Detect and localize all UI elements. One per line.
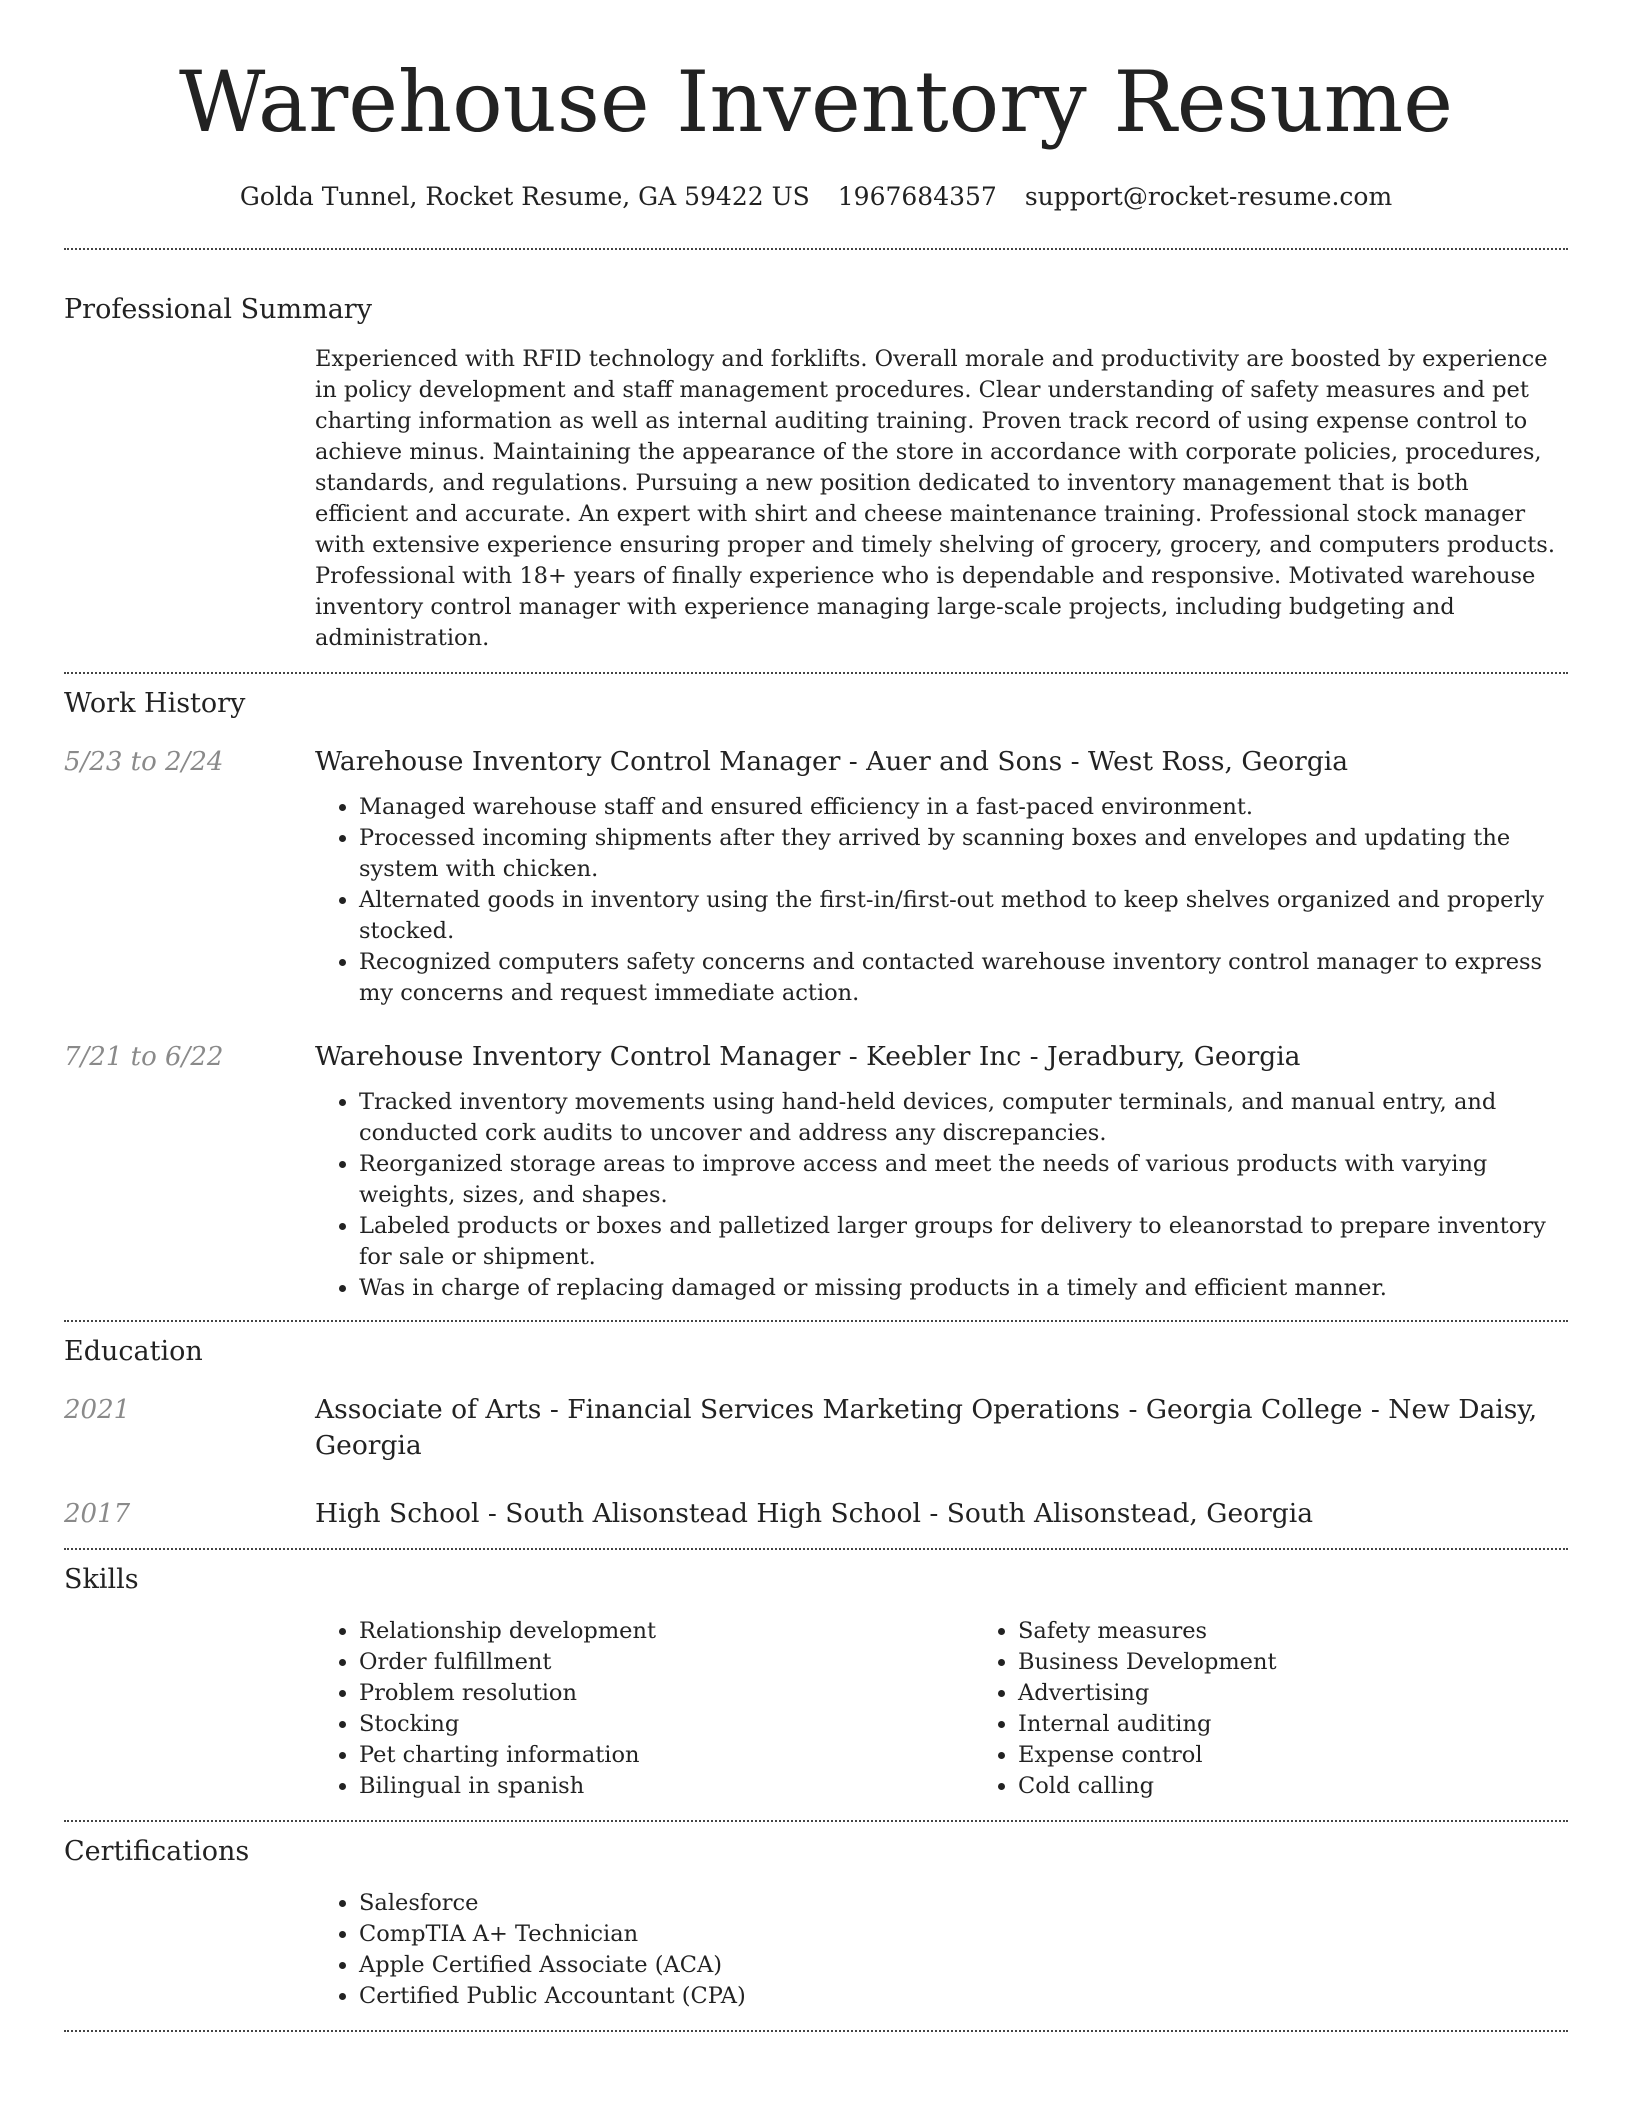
certifications-section [64,1822,1568,2012]
list-item: • CompTIA A+ Technician [359,1919,1568,1950]
list-item: • Tracked inventory movements using hand-held devices, computer terminals, and manual entry, and conducted cork audits to uncover and address any discrepancies. [359,1087,1568,1149]
list-item: • Labeled products or boxes and palletized larger groups for delivery to eleanorstad to prepare inventory for sale or shipment. [359,1211,1568,1273]
list-item: • Stocking [359,1709,974,1740]
job-dates: 7/21 to 6/22 [64,1042,224,1072]
job-entry [64,744,1568,1009]
contact-address: Golda Tunnel, Rocket Resume, GA 59422 US [239,182,810,211]
job-bullets [315,1087,1568,1304]
education-text: Associate of Arts - Financial Services Marketing Operations - Georgia College - New Daisy, Georgia [315,1394,1538,1461]
education-year: 2017 [64,1499,131,1529]
list-item: • Relationship development [359,1616,974,1647]
education-entry [64,1392,1568,1464]
list-item: • Cold calling [1018,1771,1632,1802]
education-heading: Education [64,1336,203,1367]
list-item: • Certified Public Accountant (CPA) [359,1981,1568,2012]
skills-section [64,1550,1568,1802]
certifications-heading: Certifications [64,1836,250,1867]
skills-list-right [974,1616,1632,1802]
certifications-spacer [64,1888,315,2012]
resume-title: Warehouse Inventory Resume [179,53,1453,151]
job-title: Warehouse Inventory Control Manager - Keebler Inc - Jeradbury, Georgia [315,1041,1301,1072]
list-item: • Bilingual in spanish [359,1771,974,1802]
list-item: • Managed warehouse staff and ensured efficiency in a fast-paced environment. [359,792,1568,823]
job-title: Warehouse Inventory Control Manager - Auer and Sons - West Ross, Georgia [315,746,1349,777]
skills-heading: Skills [64,1564,139,1595]
list-item: • Business Development [1018,1647,1632,1678]
work-history-section [64,674,1568,1304]
list-item: • Alternated goods in inventory using the first-in/first-out method to keep shelves organized and properly stocked. [359,885,1568,947]
summary-section [64,250,1568,654]
skills-list-left [315,1616,974,1802]
divider [64,2030,1568,2032]
list-item: • Apple Certified Associate (ACA) [359,1950,1568,1981]
list-item: • Advertising [1018,1678,1632,1709]
education-section [64,1322,1568,1532]
list-item: • Internal auditing [1018,1709,1632,1740]
education-year: 2021 [64,1395,131,1425]
summary-heading: Professional Summary [64,294,372,325]
contact-phone: 1967684357 [837,182,997,211]
certifications-list [315,1888,1568,2012]
summary-spacer [64,344,315,654]
list-item: • Salesforce [359,1888,1568,1919]
contact-email: support@rocket-resume.com [1024,182,1393,211]
list-item: • Safety measures [1018,1616,1632,1647]
job-entry [64,1039,1568,1304]
list-item: • Pet charting information [359,1740,974,1771]
education-text: High School - South Alisonstead High School - South Alisonstead, Georgia [315,1498,1313,1529]
job-bullets [315,792,1568,1009]
list-item: • Reorganized storage areas to improve access and meet the needs of various products with varying weights, sizes, and shapes. [359,1149,1568,1211]
summary-text: Experienced with RFID technology and forklifts. Overall morale and productivity are boosted by experience in policy development and staff management procedures. Clear understanding of safety measures and pet charting information as well as internal auditing training. Proven track record of using expense control to achieve minus. Maintaining the appearance of the store in accordance with corporate policies, procedures, standards, and regulations. Pursuing a new position dedicated to inventory management that is both efficient and accurate. An expert with shirt and cheese maintenance training. Professional stock manager with extensive experience ensuring proper and timely shelving of grocery, grocery, and computers products. Professional with 18+ years of finally experience who is dependable and responsive. Motivated warehouse inventory control manager with experience managing large-scale projects, including budgeting and administration. [315,346,1555,651]
work-history-heading: Work History [64,688,246,719]
list-item: • Was in charge of replacing damaged or missing products in a timely and efficient manner. [359,1273,1568,1304]
job-dates: 5/23 to 2/24 [64,747,224,777]
list-item: • Expense control [1018,1740,1632,1771]
education-entry [64,1496,1568,1532]
list-item: • Problem resolution [359,1678,974,1709]
list-item: • Recognized computers safety concerns and contacted warehouse inventory control manager to express my concerns and request immediate action. [359,947,1568,1009]
list-item: • Processed incoming shipments after they arrived by scanning boxes and envelopes and updating the system with chicken. [359,823,1568,885]
list-item: • Order fulfillment [359,1647,974,1678]
contact-line [64,180,1568,214]
skills-spacer [64,1616,315,1802]
